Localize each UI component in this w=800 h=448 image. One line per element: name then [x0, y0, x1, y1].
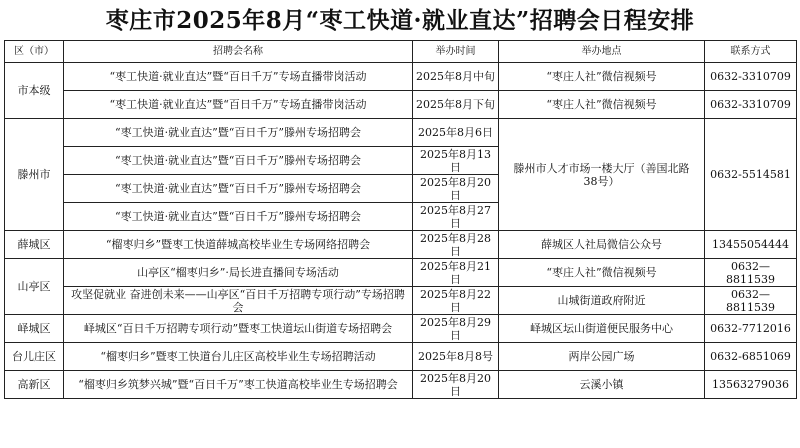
event-contact-cell: 0632—8811539 [705, 259, 797, 287]
event-name-cell: “枣工快道·就业直达”暨“百日千万”滕州专场招聘会 [64, 203, 413, 231]
event-contact-cell: 0632-6851069 [705, 343, 797, 371]
event-name-cell: “枣工快道·就业直达”暨“百日千万”专场直播带岗活动 [64, 63, 413, 91]
event-time-cell: 2025年8月13日 [413, 147, 499, 175]
event-contact-cell: 13563279036 [705, 371, 797, 399]
event-place-cell: “枣庄人社”微信视频号 [499, 91, 705, 119]
schedule-table [4, 40, 797, 399]
table-row [5, 231, 797, 259]
event-time-cell: 2025年8月中旬 [413, 63, 499, 91]
event-name-cell: “枣工快道·就业直达”暨“百日千万”专场直播带岗活动 [64, 91, 413, 119]
column-header-time: 举办时间 [413, 41, 499, 63]
event-place-cell: 两岸公园广场 [499, 343, 705, 371]
region-cell: 市本级 [5, 63, 64, 119]
event-time-cell: 2025年8月20日 [413, 175, 499, 203]
region-cell: 薛城区 [5, 231, 64, 259]
event-contact-cell: 0632-3310709 [705, 91, 797, 119]
page-title: 枣庄市2025年8月“枣工快道·就业直达”招聘会日程安排 [105, 7, 695, 34]
event-time-cell: 2025年8月6日 [413, 119, 499, 147]
event-contact-cell: 0632-5514581 [705, 119, 797, 231]
column-header-region: 区（市） [5, 41, 64, 63]
table-row [5, 63, 797, 91]
event-time-cell: 2025年8月27日 [413, 203, 499, 231]
region-cell: 滕州市 [5, 119, 64, 231]
column-header-name: 招聘会名称 [64, 41, 413, 63]
event-name-cell: “榴枣归乡筑梦兴城”暨“百日千万”枣工快道高校毕业生专场招聘会 [64, 371, 413, 399]
event-name-cell: 攻坚促就业 奋进创未来——山亭区“百日千万招聘专项行动”专场招聘会 [64, 287, 413, 315]
event-name-cell: 山亭区“榴枣归乡”·局长进直播间专场活动 [64, 259, 413, 287]
event-place-cell: 滕州市人才市场一楼大厅（善国北路38号） [499, 119, 705, 231]
event-place-cell: 云溪小镇 [499, 371, 705, 399]
event-time-cell: 2025年8月20日 [413, 371, 499, 399]
event-time-cell: 2025年8月29日 [413, 315, 499, 343]
region-cell: 台儿庄区 [5, 343, 64, 371]
event-name-cell: “榴枣归乡”暨枣工快道薛城高校毕业生专场网络招聘会 [64, 231, 413, 259]
event-time-cell: 2025年8月下旬 [413, 91, 499, 119]
column-header-place: 举办地点 [499, 41, 705, 63]
event-contact-cell: 0632-3310709 [705, 63, 797, 91]
table-row [5, 315, 797, 343]
region-cell: 山亭区 [5, 259, 64, 315]
event-name-cell: “枣工快道·就业直达”暨“百日千万”滕州专场招聘会 [64, 175, 413, 203]
table-row [5, 119, 797, 147]
event-contact-cell: 0632-7712016 [705, 315, 797, 343]
event-place-cell: “枣庄人社”微信视频号 [499, 259, 705, 287]
table-row [5, 287, 797, 315]
table-row [5, 259, 797, 287]
event-place-cell: 山城街道政府附近 [499, 287, 705, 315]
table-row [5, 343, 797, 371]
event-place-cell: “枣庄人社”微信视频号 [499, 63, 705, 91]
table-row [5, 371, 797, 399]
event-contact-cell: 0632—8811539 [705, 287, 797, 315]
event-contact-cell: 13455054444 [705, 231, 797, 259]
event-name-cell: 峄城区“百日千万招聘专项行动”暨枣工快道坛山街道专场招聘会 [64, 315, 413, 343]
region-cell: 高新区 [5, 371, 64, 399]
event-place-cell: 薛城区人社局微信公众号 [499, 231, 705, 259]
event-time-cell: 2025年8月8号 [413, 343, 499, 371]
region-cell: 峄城区 [5, 315, 64, 343]
event-time-cell: 2025年8月21日 [413, 259, 499, 287]
event-name-cell: “枣工快道·就业直达”暨“百日千万”滕州专场招聘会 [64, 119, 413, 147]
event-name-cell: “榴枣归乡”暨枣工快道台儿庄区高校毕业生专场招聘活动 [64, 343, 413, 371]
column-header-contact: 联系方式 [705, 41, 797, 63]
event-time-cell: 2025年8月28日 [413, 231, 499, 259]
event-name-cell: “枣工快道·就业直达”暨“百日千万”滕州专场招聘会 [64, 147, 413, 175]
header-row [5, 41, 797, 63]
event-time-cell: 2025年8月22日 [413, 287, 499, 315]
table-row [5, 91, 797, 119]
event-place-cell: 峄城区坛山街道便民服务中心 [499, 315, 705, 343]
